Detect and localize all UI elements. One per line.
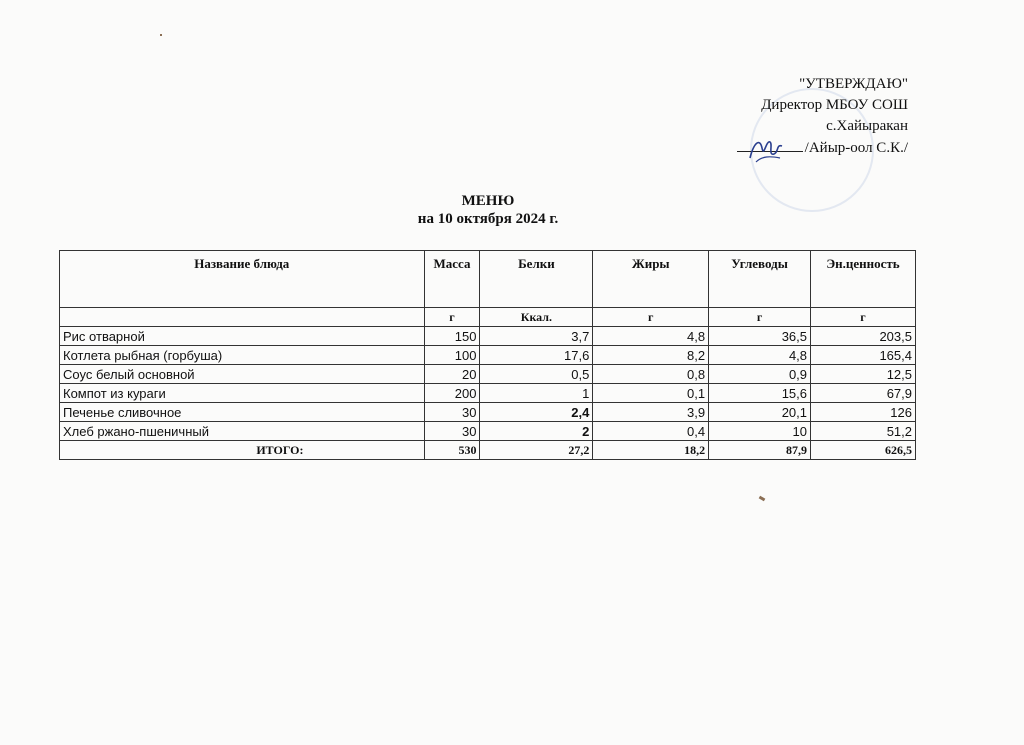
menu-table xyxy=(59,250,916,460)
header-mass: Масса xyxy=(424,251,480,308)
dish-carbs: 10 xyxy=(709,422,811,441)
total-row xyxy=(60,441,916,460)
dish-proteins: 0,5 xyxy=(480,365,593,384)
total-carbs: 87,9 xyxy=(709,441,811,460)
paper-speck xyxy=(759,496,766,502)
approval-position: Директор МБОУ СОШ xyxy=(761,97,908,113)
dish-mass: 30 xyxy=(424,422,480,441)
unit-energy: г xyxy=(811,308,916,327)
dish-mass: 30 xyxy=(424,403,480,422)
table-row xyxy=(60,403,916,422)
dish-carbs: 15,6 xyxy=(709,384,811,403)
dish-fats: 4,8 xyxy=(593,327,709,346)
header-fats: Жиры xyxy=(593,251,709,308)
header-proteins: Белки xyxy=(480,251,593,308)
total-fats: 18,2 xyxy=(593,441,709,460)
header-energy: Эн.ценность xyxy=(811,251,916,308)
dish-fats: 0,4 xyxy=(593,422,709,441)
paper-speck xyxy=(160,34,162,36)
table-row xyxy=(60,422,916,441)
dish-name: Компот из кураги xyxy=(60,384,425,403)
approval-name: /Айыр-оол С.К./ xyxy=(804,140,908,156)
dish-name: Соус белый основной xyxy=(60,365,425,384)
dish-proteins: 2 xyxy=(480,422,593,441)
dish-energy: 67,9 xyxy=(811,384,916,403)
dish-fats: 0,8 xyxy=(593,365,709,384)
dish-carbs: 0,9 xyxy=(709,365,811,384)
unit-dish-name xyxy=(60,308,425,327)
unit-mass: г xyxy=(424,308,480,327)
total-label: ИТОГО: xyxy=(60,441,425,460)
header-carbs: Углеводы xyxy=(709,251,811,308)
table-row xyxy=(60,327,916,346)
table-row xyxy=(60,365,916,384)
approval-heading: "УТВЕРЖДАЮ" xyxy=(799,76,908,92)
dish-fats: 8,2 xyxy=(593,346,709,365)
total-energy: 626,5 xyxy=(811,441,916,460)
dish-proteins: 3,7 xyxy=(480,327,593,346)
dish-name: Хлеб ржано-пшеничный xyxy=(60,422,425,441)
unit-fats: г xyxy=(593,308,709,327)
dish-name: Печенье сливочное xyxy=(60,403,425,422)
dish-proteins: 2,4 xyxy=(480,403,593,422)
dish-carbs: 20,1 xyxy=(709,403,811,422)
dish-name: Котлета рыбная (горбуша) xyxy=(60,346,425,365)
total-mass: 530 xyxy=(424,441,480,460)
menu-title-date: на 10 октября 2024 г. xyxy=(417,211,559,227)
dish-fats: 3,9 xyxy=(593,403,709,422)
dish-mass: 150 xyxy=(424,327,480,346)
dish-carbs: 4,8 xyxy=(709,346,811,365)
approval-school: с.Хайыракан xyxy=(826,118,908,134)
dish-carbs: 36,5 xyxy=(709,327,811,346)
table-header-row xyxy=(60,251,916,308)
total-proteins: 27,2 xyxy=(480,441,593,460)
unit-proteins: Ккал. xyxy=(480,308,593,327)
dish-proteins: 17,6 xyxy=(480,346,593,365)
dish-mass: 20 xyxy=(424,365,480,384)
dish-energy: 51,2 xyxy=(811,422,916,441)
handwritten-signature xyxy=(746,132,786,168)
table-units-row xyxy=(60,308,916,327)
menu-title-heading: МЕНЮ xyxy=(461,193,515,209)
table-row xyxy=(60,384,916,403)
unit-carbs: г xyxy=(709,308,811,327)
dish-mass: 100 xyxy=(424,346,480,365)
table-row xyxy=(60,346,916,365)
dish-fats: 0,1 xyxy=(593,384,709,403)
dish-mass: 200 xyxy=(424,384,480,403)
dish-energy: 12,5 xyxy=(811,365,916,384)
dish-energy: 165,4 xyxy=(811,346,916,365)
header-dish-name: Название блюда xyxy=(60,251,425,308)
menu-title xyxy=(0,192,976,228)
dish-energy: 126 xyxy=(811,403,916,422)
dish-proteins: 1 xyxy=(480,384,593,403)
dish-energy: 203,5 xyxy=(811,327,916,346)
dish-name: Рис отварной xyxy=(60,327,425,346)
